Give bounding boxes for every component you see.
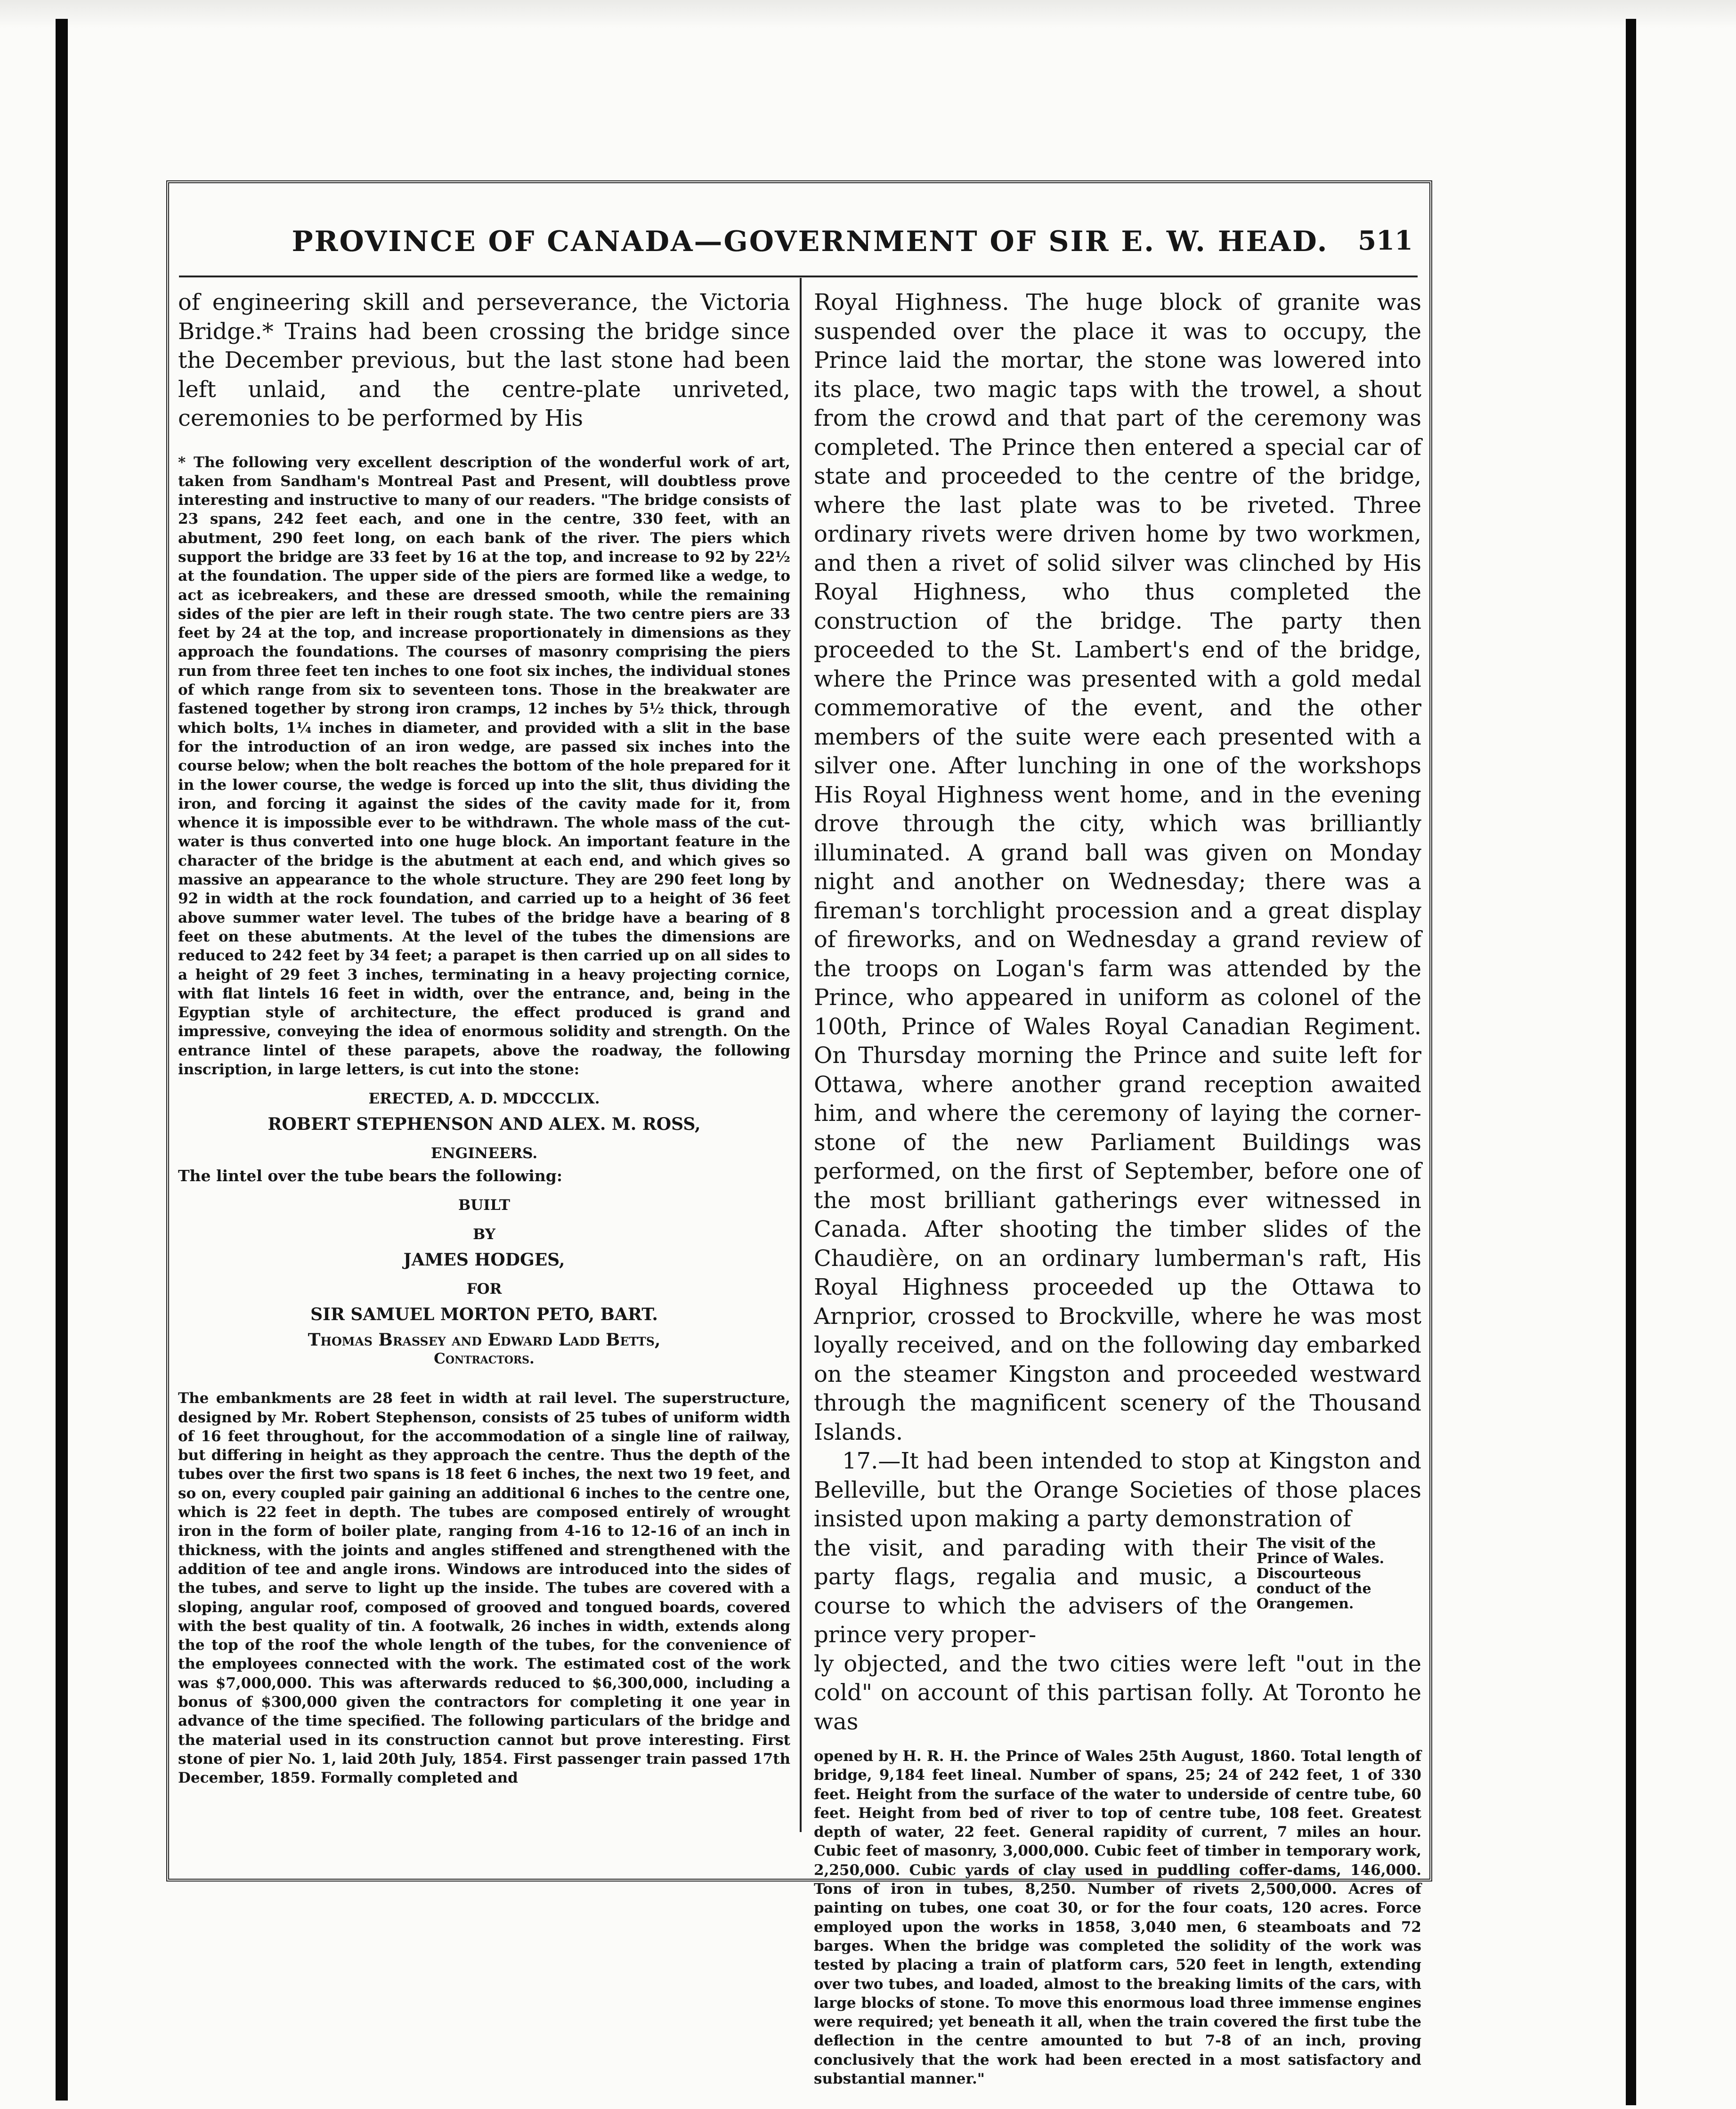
inscription-contractor-names: Thomas Brassey and Edward Ladd Betts, bbox=[308, 1330, 661, 1350]
inscription-block bbox=[178, 1089, 790, 1368]
left-main-text: of engineering skill and perseverance, the Victoria Bridge.* Trains had been crossing the bridge since the December previous, but the last stone had been left unlaid, and the centre-plate unriveted, ceremonies to be performed by His bbox=[178, 289, 790, 431]
inscription-contractors: Contractors. bbox=[434, 1350, 535, 1368]
inscription-built: BUILT bbox=[458, 1197, 511, 1214]
right-paragraph-1: Royal Highness. The huge block of granite was suspended over the place it was to occupy, the Prince laid the mortar, the stone was lowered into its place, two magic taps with the trowel, a shout from the crowd and that part of the ceremony was completed. The Prince then entered a special car of state and proceeded to the centre of the bridge, where the last plate was to be riveted. Three ordinary rivets were driven home by two workmen, and then a rivet of solid silver was clinched by His Royal Highness, who thus completed the construction of the bridge. The party then proceeded to the St. Lambert's end of the bridge, where the Prince was presented with a gold medal commemorative of the event, and the other members of the suite were each presented with a silver one. After lunching in one of the workshops His Royal Highness went home, and in the evening drove through the city, which was brilliantly illuminated. A grand ball was given on Monday night and another on Wednesday; there was a fireman's torchlight procession and a great display of fireworks, and on Wednesday a grand review of the troops on Logan's farm was attended by the Prince, who appeared in uniform as colonel of the 100th, Prince of Wales Royal Canadian Regiment. On Thursday morning the Prince and suite left for Ottawa, where another grand reception awaited him, and where the ceremony of laying the corner-stone of the new Parliament Buildings was performed, on the first of September, before one of the most brilliant gatherings ever witnessed in Canada. After shooting the timber slides of the Chaudière, on an ordinary lumberman's raft, His Royal Highness proceeded up the Ottawa to Arnprior, crossed to Brockville, where he was most loyally received, and on the following day embarked on the steamer Kingston and proceeded westward through the magnificent scenery of the Thousand Islands. bbox=[814, 289, 1421, 1445]
section-17-closing: ly objected, and the two cities were left "out in the cold" on account of this partisan folly. At Toronto he was bbox=[814, 1650, 1421, 1735]
inscription-for: FOR bbox=[466, 1281, 502, 1298]
page-number: 511 bbox=[1358, 225, 1413, 256]
inscription-line-engineers-names: ROBERT STEPHENSON AND ALEX. M. ROSS, bbox=[268, 1114, 701, 1135]
scan-noise-top bbox=[0, 0, 1736, 28]
header-rule bbox=[179, 276, 1418, 277]
right-column bbox=[814, 288, 1421, 2088]
inscription-line-erected: ERECTED, A. D. MDCCCLIX. bbox=[368, 1090, 600, 1108]
section-17 bbox=[814, 1447, 1421, 1736]
lintel-intro: The lintel over the tube bears the following: bbox=[178, 1167, 563, 1185]
page-title: PROVINCE OF CANADA—GOVERNMENT OF SIR E. W. HEAD. bbox=[292, 225, 1329, 258]
bridge-footnote-continued: opened by H. R. H. the Prince of Wales 25th August, 1860. Total length of bridge, 9,184 feet lineal. Number of spans, 25; 24 of 242 feet, 1 of 330 feet. Height from the surface of the water to underside of centre tube, 60 feet. Height from bed of river to top of centre tube, 108 feet. Greatest depth of water, 22 feet. General rapidity of current, 7 miles an hour. Cubic feet of masonry, 3,000,000. Cubic feet of timber in temporary work, 2,250,000. Cubic yards of clay used in puddling coffer-dams, 146,000. Tons of iron in tubes, 8,250. Number of rivets 2,500,000. Acres of painting on tubes, one coat 30, or for the four coats, 120 acres. Force employed upon the works in 1858, 3,040 men, 6 steamboats and 72 barges. When the bridge was completed the solidity of the work was tested by placing a train of platform cars, 520 feet in length, extending over two tubes, and loaded, almost to the breaking limits of the cars, with large blocks of stone. To move this enormous load three immense engines were required; yet beneath it all, when the train covered the first tube the deflection in the centre amounted to but 7-8 of an inch, proving conclusively that the work had been erected in a most satisfactory and substantial manner." bbox=[814, 1748, 1421, 2088]
bridge-footnote-part1: * The following very excellent description of the wonderful work of art, taken from Sandham's Montreal Past and Present, will doubtless prove interesting and instructive to many of our readers. "The bridge consists of 23 spans, 242 feet each, and one in the centre, 330 feet, with an abutment, 290 feet long, on each bank of the river. The piers which support the bridge are 33 feet by 16 at the top, and increase to 92 by 22½ at the foundation. The upper side of the piers are formed like a wedge, to act as icebreakers, and these are dressed smooth, while the remaining sides of the pier are left in their rough state. The two centre piers are 33 feet by 24 at the top, and increase proportionately in dimensions as they approach the foundations. The courses of masonry comprising the piers run from three feet ten inches to one foot six inches, the individual stones of which range from six to seventeen tons. Those in the breakwater are fastened together by strong iron cramps, 12 inches by 5½ thick, through which bolts, 1¼ inches in diameter, and provided with a slit in the base for the introduction of an iron wedge, are passed six inches into the course below; when the bolt reaches the bottom of the hole prepared for it in the lower course, the wedge is forced up into the slit, thus dividing the iron, and forcing it against the sides of the cavity made for it, from whence it is impossible ever to be withdrawn. The whole mass of the cut-water is thus converted into one huge block. An important feature in the character of the bridge is the abutment at each end, and which gives so massive an appearance to the whole structure. They are 290 feet long by 92 in width at the rock foundation, and carried up to a height of 36 feet above summer water level. The tubes of the bridge have a bearing of 8 feet on these abutments. At the level of the tubes the dimensions are reduced to 242 feet by 34 feet; a parapet is then carried up on all sides to a height of 29 feet 3 inches, terminating in a heavy projecting cornice, with flat lintels 16 feet in width, over the entrance, and, being in the Egyptian style of architecture, the effect produced is grand and impressive, conveying the idea of enormous solidity and strength. On the entrance lintel of these parapets, above the roadway, the following inscription, in large letters, is cut into the stone: bbox=[178, 454, 790, 1078]
margin-sidenote: The visit of the Prince of Wales. Discourteous conduct of the Orangemen. bbox=[1257, 1535, 1385, 1612]
column-divider bbox=[800, 278, 802, 1832]
bridge-footnote-part2: The embankments are 28 feet in width at rail level. The superstructure, designed by Mr. Robert Stephenson, consists of 25 tubes of uniform width of 16 feet throughout, for the accommodation of a single line of railway, but differing in height as they approach the centre. Thus the depth of the tubes over the first two spans is 18 feet 6 inches, the next two 19 feet, and so on, every coupled pair gaining an additional 6 inches to the centre one, which is 22 feet in depth. The tubes are composed entirely of wrought iron in the form of boiler plate, ranging from 4-16 to 12-16 of an inch in thickness, with the joints and angles stiffened and strengthened with the addition of tee and angle irons. Windows are introduced into the sides of the tubes, and serve to light up the inside. The tubes are covered with a sloping, angular roof, composed of grooved and tongued boards, covered with the best quality of tin. A footwalk, 26 inches in width, extends along the top of the roof the whole length of the tubes, for the convenience of the employees connected with the work. The estimated cost of the work was $7,000,000. This was afterwards reduced to $6,300,000, including a bonus of $300,000 given the contractors for completing it one year in advance of the time specified. The following particulars of the bridge and the material used in its construction cannot but prove interesting. First stone of pier No. 1, laid 20th July, 1854. First passenger train passed 17th December, 1859. Formally completed and bbox=[178, 1390, 790, 1787]
left-column bbox=[178, 288, 790, 1788]
scan-edge-right bbox=[1626, 19, 1636, 2105]
inscription-by: BY bbox=[473, 1226, 495, 1243]
inscription-builder: JAMES HODGES, bbox=[403, 1250, 565, 1270]
section-17-narrow: the visit, and parading with their party flags, regalia and music, a course to which the advisers of the prince very proper- bbox=[814, 1534, 1247, 1648]
running-head bbox=[207, 225, 1413, 268]
section-17-opening: 17.—It had been intended to stop at Kingston and Belleville, but the Orange Societies of those places insisted upon making a party demonstration of bbox=[814, 1448, 1421, 1532]
scan-edge-left bbox=[56, 19, 68, 2101]
inscription-line-engineers: ENGINEERS. bbox=[430, 1145, 538, 1162]
inscription-patron: SIR SAMUEL MORTON PETO, BART. bbox=[310, 1305, 658, 1325]
